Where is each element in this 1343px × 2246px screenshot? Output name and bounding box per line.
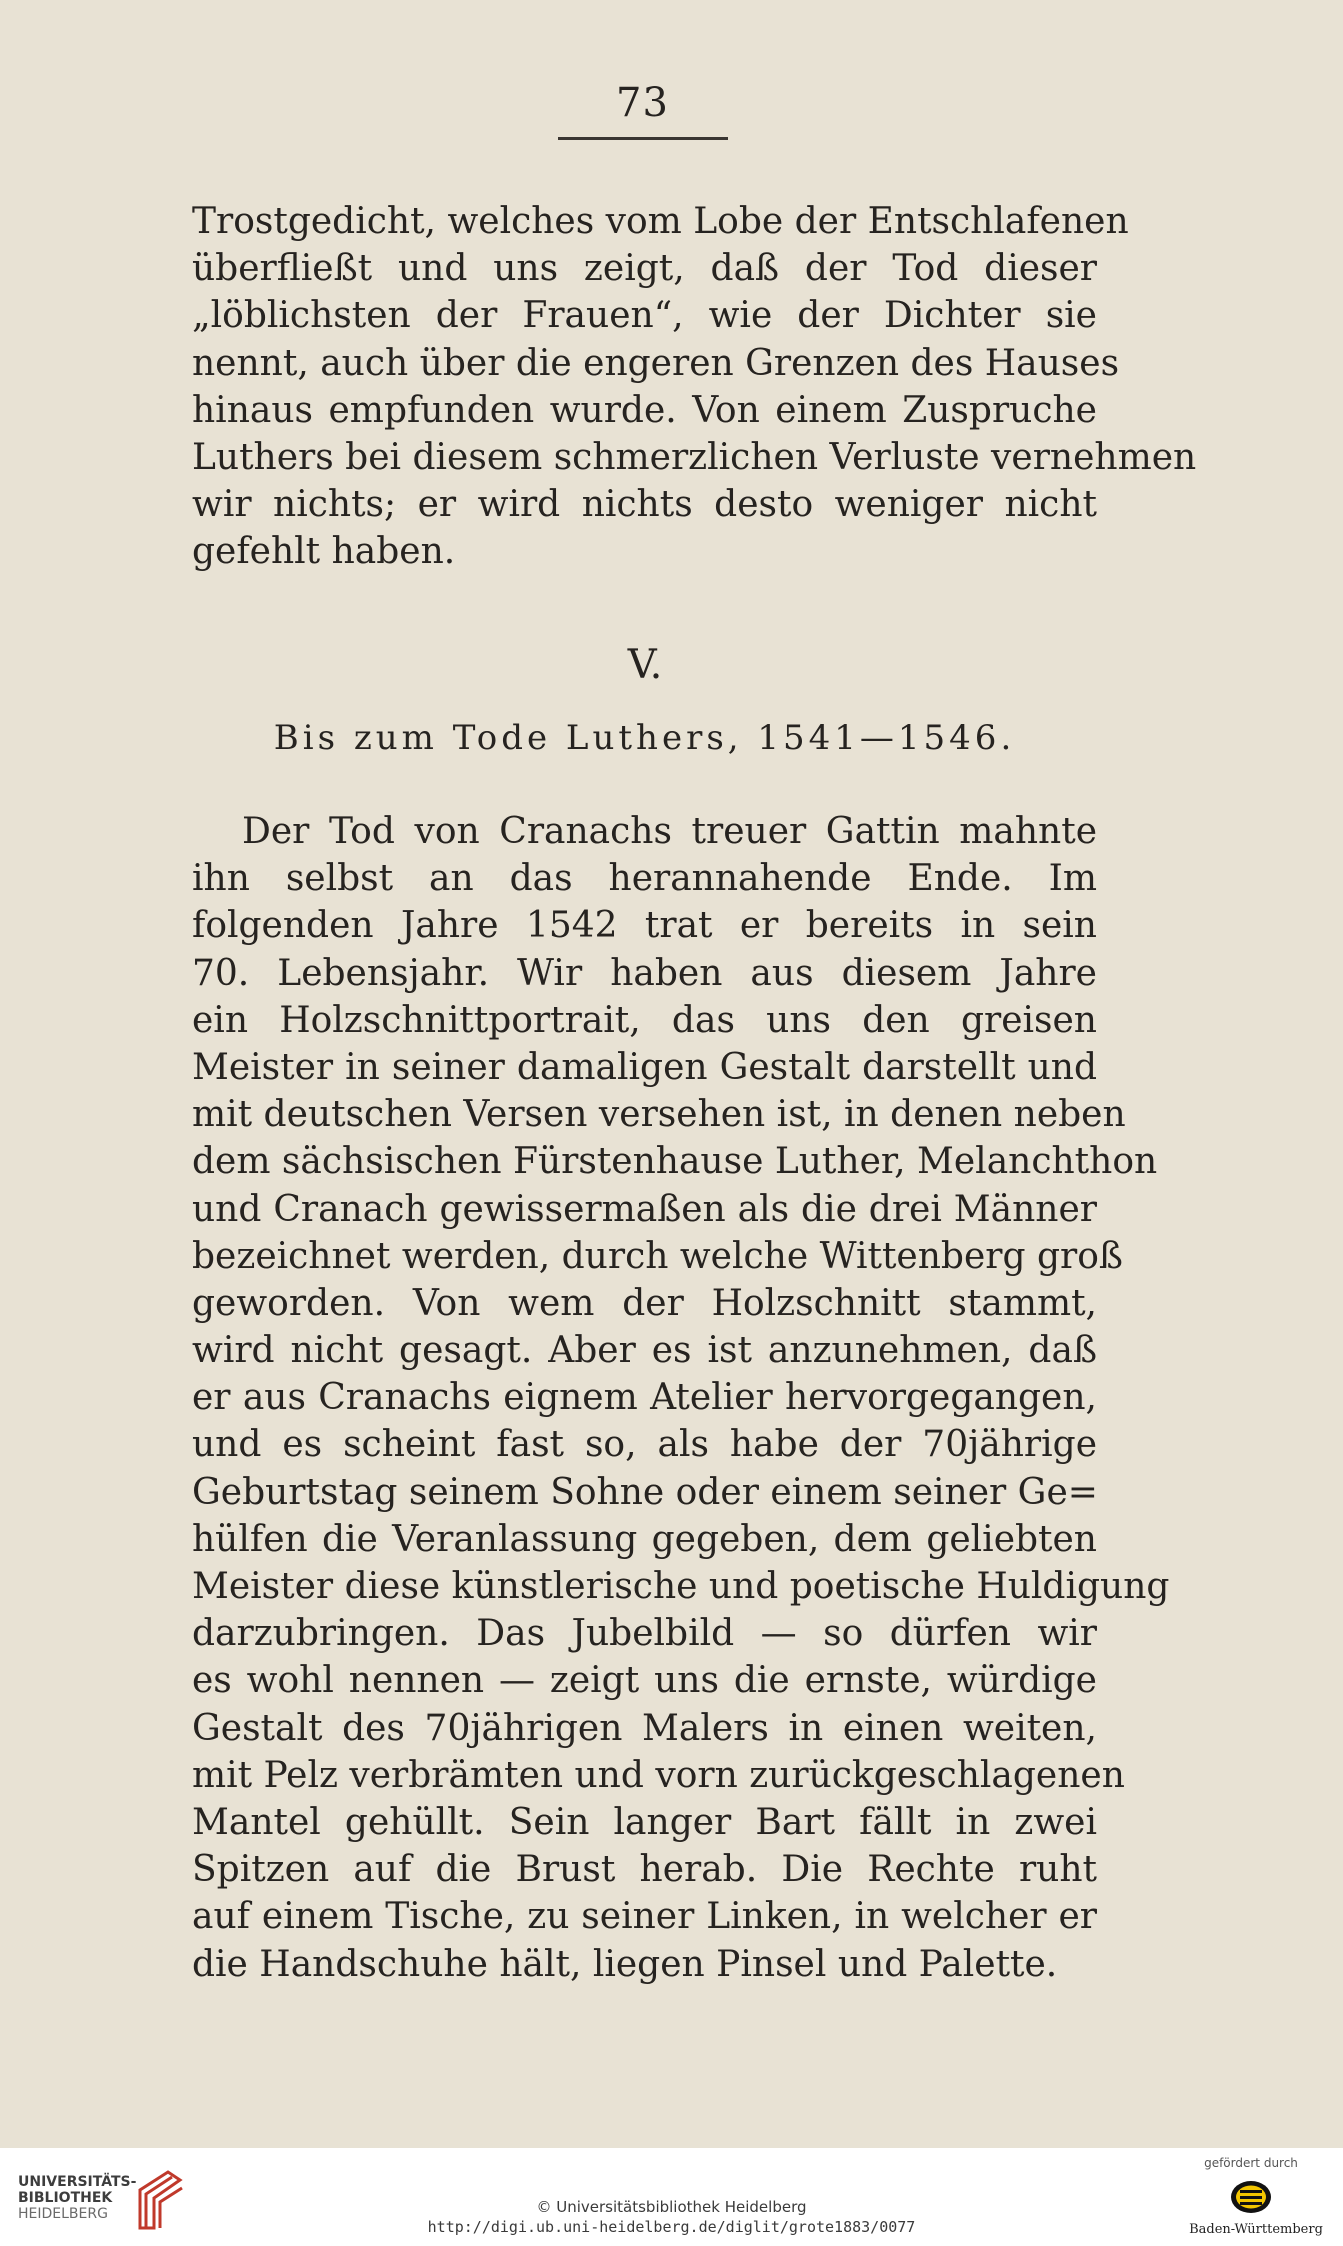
chapter-number: V. — [627, 642, 663, 688]
text-line: Der Tod von Cranachs treuer Gattin mahnte — [242, 811, 1097, 852]
text-line: und es scheint fast so, als habe der 70jährige — [192, 1424, 1097, 1466]
text-line: er aus Cranachs eignem Atelier hervorgegangen, — [192, 1377, 1097, 1419]
text-line: Geburtstag seinem Sohne oder einem seiner Ge= — [192, 1471, 1098, 1513]
library-name-line-2: BIBLIOTHEK — [18, 2190, 113, 2206]
text-line: bezeichnet werden, durch welche Wittenberg groß — [192, 1235, 1123, 1277]
text-line: und Cranach gewissermaßen als die drei Männer — [192, 1188, 1097, 1230]
text-line: Luthers bei diesem schmerzlichen Verluste vernehmen — [192, 436, 1197, 478]
text-line: die Handschuhe hält, liegen Pinsel und Palette. — [192, 1943, 1058, 1985]
text-line: nennt, auch über die engeren Grenzen des Hauses — [192, 342, 1120, 384]
text-line: hinaus empfunden wurde. Von einem Zuspruche — [192, 389, 1097, 431]
text-line: darzubringen. Das Jubelbild — so dürfen wir — [192, 1613, 1097, 1655]
text-line: Meister in seiner damaligen Gestalt darstellt und — [192, 1046, 1097, 1088]
chapter-title: Bis zum Tode Luthers, 1541—1546. — [273, 718, 1016, 758]
page-number: 73 — [616, 80, 669, 126]
sponsor-name: Baden-Württemberg — [1189, 2222, 1323, 2237]
text-line: wird nicht gesagt. Aber es ist anzunehmen, daß — [192, 1330, 1097, 1372]
paragraph-1 — [192, 198, 1197, 576]
text-line: überfließt und uns zeigt, daß der Tod dieser — [192, 248, 1097, 290]
text-line: gefehlt haben. — [192, 531, 456, 573]
text-line: wir nichts; er wird nichts desto weniger nicht — [192, 484, 1097, 526]
text-line: mit Pelz verbrämten und vorn zurückgeschlagenen — [192, 1754, 1125, 1796]
text-line: es wohl nennen — zeigt uns die ernste, würdige — [192, 1660, 1097, 1702]
text-line: ihn selbst an das herannahende Ende. Im — [192, 858, 1097, 900]
text-line: Spitzen auf die Brust herab. Die Rechte ruht — [192, 1849, 1097, 1891]
text-line: „löblichsten der Frauen“, wie der Dichter sie — [192, 295, 1097, 337]
permalink-url[interactable]: http://digi.ub.uni-heidelberg.de/diglit/grote1883/0077 — [427, 2218, 916, 2236]
text-line: Gestalt des 70jährigen Malers in einen weiten, — [192, 1707, 1097, 1749]
library-name-line-3: HEIDELBERG — [18, 2206, 108, 2222]
text-line: folgenden Jahre 1542 trat er bereits in sein — [192, 905, 1097, 947]
text-line: dem sächsischen Fürstenhause Luther, Melanchthon — [192, 1141, 1158, 1183]
sponsor-label: gefördert durch — [1204, 2156, 1298, 2170]
library-name-line-1: UNIVERSITÄTS- — [18, 2174, 137, 2190]
copyright-notice: © Universitätsbibliothek Heidelberg — [536, 2198, 807, 2216]
text-line: Trostgedicht, welches vom Lobe der Entschlafenen — [192, 201, 1129, 242]
paragraph-2 — [192, 808, 1170, 1988]
text-line: geworden. Von wem der Holzschnitt stammt, — [192, 1282, 1097, 1324]
text-line: ein Holzschnittportrait, das uns den greisen — [192, 999, 1097, 1041]
text-line: hülfen die Veranlassung gegeben, dem geliebten — [192, 1518, 1097, 1560]
text-line: Meister diese künstlerische und poetische Huldigung — [192, 1566, 1170, 1607]
text-line: mit deutschen Versen versehen ist, in denen neben — [192, 1094, 1126, 1136]
page-number-rule — [558, 137, 728, 140]
text-line: auf einem Tische, zu seiner Linken, in welcher er — [192, 1896, 1097, 1938]
text-line: 70. Lebensjahr. Wir haben aus diesem Jahre — [192, 952, 1097, 994]
footer-bar — [0, 2148, 1343, 2246]
text-line: Mantel gehüllt. Sein langer Bart fällt in zwei — [192, 1801, 1097, 1843]
baden-wuerttemberg-emblem-icon — [1228, 2178, 1274, 2216]
